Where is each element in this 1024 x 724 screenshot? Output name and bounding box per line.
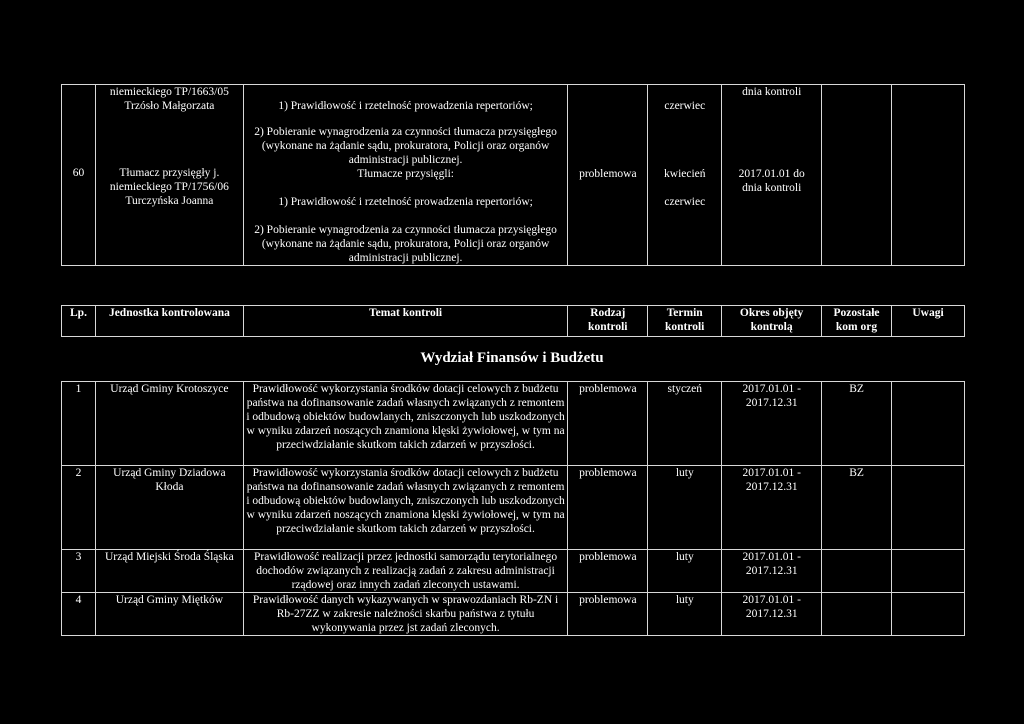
unit-cell: Urząd Miejski Środa Śląska [95, 550, 243, 593]
header-lp: Lp. [62, 306, 96, 337]
header-type: Rodzaj kontroli [568, 306, 648, 337]
topic-cell: Prawidłowość wykorzystania środków dotacji celowych z budżetu państwa na dofinansowanie zadań własnych związanych z remontem i odbudową obiektów budowlanych, zniszczonych lub uszkodzonych w wyniku zdarzeń noszących znamiona klęski żywiołowej, w tym na przeciwdziałanie skutkom takich zdarzeń w przyszłości. [243, 466, 568, 550]
term-cell: luty [648, 466, 722, 550]
period-cell: 2017.01.01 - 2017.12.31 [722, 593, 822, 636]
lp-cell: 4 [62, 593, 96, 636]
table-row [62, 466, 965, 550]
notes-cell [892, 593, 965, 636]
other-cell [822, 550, 892, 593]
lp-cell: 60 [62, 123, 96, 266]
table-row [62, 123, 965, 266]
topic-cell: Prawidłowość realizacji przez jednostki samorządu terytorialnego dochodów związanych z realizacją zadań z zakresu administracji rządowej oraz innych zadań zleconych ustawami. [243, 550, 568, 593]
notes-cell [892, 85, 965, 123]
topic-cell: Prawidłowość wykorzystania środków dotacji celowych z budżetu państwa na dofinansowanie zadań własnych związanych z remontem i odbudową obiektów budowlanych, zniszczonych lub uszkodzonych w wyniku zdarzeń noszących znamiona klęski żywiołowej, w tym na przeciwdziałanie skutkom takich zdarzeń w przyszłości. [243, 382, 568, 466]
unit-cell [95, 123, 243, 266]
period-cell [722, 123, 822, 266]
table-row [62, 85, 965, 123]
control-plan-table [61, 381, 965, 636]
lp-cell: 1 [62, 382, 96, 466]
unit-line: Turczyńska Joanna [125, 194, 214, 207]
header-unit: Jednostka kontrolowana [95, 306, 243, 337]
header-period: Okres objęty kontrolą [722, 306, 822, 337]
notes-cell [892, 382, 965, 466]
topic-text: Tłumacze przysięgli: [357, 167, 454, 180]
term-cell: czerwiec [648, 85, 722, 123]
type-cell: problemowa [568, 593, 648, 636]
period-cell: 2017.01.01 - 2017.12.31 [722, 466, 822, 550]
term-text: czerwiec [664, 195, 706, 208]
notes-cell [892, 550, 965, 593]
other-cell [822, 123, 892, 266]
unit-cell: Urząd Gminy Krotoszyce [95, 382, 243, 466]
type-cell [568, 85, 648, 123]
topic-cell: 1) Prawidłowość i rzetelność prowadzenia repertoriów; [243, 85, 568, 123]
period-cell: dnia kontroli [722, 85, 822, 123]
unit-cell [95, 85, 243, 123]
previous-page-table [61, 84, 965, 266]
header-notes: Uwagi [892, 306, 965, 337]
type-cell: problemowa [568, 466, 648, 550]
header-table [61, 305, 965, 337]
topic-cell [243, 123, 568, 266]
header-topic: Temat kontroli [243, 306, 567, 337]
term-cell: luty [648, 593, 722, 636]
topic-text: 2) Pobieranie wynagrodzenia za czynności tłumacza przysięgłego (wykonane na żądanie sądu, prokuratora, Policji oraz organów administracji publicznej. [254, 223, 557, 264]
topic-text: 2) Pobieranie wynagrodzenia za czynności tłumacza przysięgłego (wykonane na żądanie sądu, prokuratora, Policji oraz organów administracji publicznej. [254, 125, 557, 166]
lp-cell [62, 85, 96, 123]
term-cell [648, 123, 722, 266]
section-title: Wydział Finansów i Budżetu [420, 350, 604, 366]
header-other: Pozostałe kom org [822, 306, 892, 337]
term-cell: luty [648, 550, 722, 593]
lp-cell: 2 [62, 466, 96, 550]
unit-line: niemieckiego TP/1756/06 [109, 180, 229, 193]
other-cell: BZ [822, 382, 892, 466]
period-text: dnia kontroli [742, 181, 802, 194]
header-term: Termin kontroli [648, 306, 722, 337]
unit-line: niemieckiego TP/1663/05 [109, 86, 229, 98]
notes-cell [892, 466, 965, 550]
table-row [62, 593, 965, 636]
table-row [62, 382, 965, 466]
term-text: kwiecień [664, 167, 706, 180]
topic-cell: Prawidłowość danych wykazywanych w sprawozdaniach Rb-ZN i Rb-27ZZ w zakresie należności skarbu państwa z tytułu wykonywania przez jst zadań zleconych. [243, 593, 568, 636]
other-cell [822, 85, 892, 123]
topic-text: 1) Prawidłowość i rzetelność prowadzenia repertoriów; [278, 195, 533, 208]
period-cell: 2017.01.01 - 2017.12.31 [722, 382, 822, 466]
other-cell: BZ [822, 466, 892, 550]
type-cell: problemowa [568, 550, 648, 593]
notes-cell [892, 123, 965, 266]
period-text: 2017.01.01 do [738, 167, 805, 180]
type-cell: problemowa [568, 123, 648, 266]
header-row [62, 306, 965, 337]
term-cell: styczeń [648, 382, 722, 466]
period-cell: 2017.01.01 - 2017.12.31 [722, 550, 822, 593]
type-cell: problemowa [568, 382, 648, 466]
unit-line: Tłumacz przysięgły j. [119, 166, 220, 179]
unit-cell: Urząd Gminy Dziadowa Kłoda [95, 466, 243, 550]
other-cell [822, 593, 892, 636]
unit-line: Trzósło Małgorzata [124, 100, 215, 112]
lp-cell: 3 [62, 550, 96, 593]
table-row [62, 550, 965, 593]
unit-cell: Urząd Gminy Miętków [95, 593, 243, 636]
